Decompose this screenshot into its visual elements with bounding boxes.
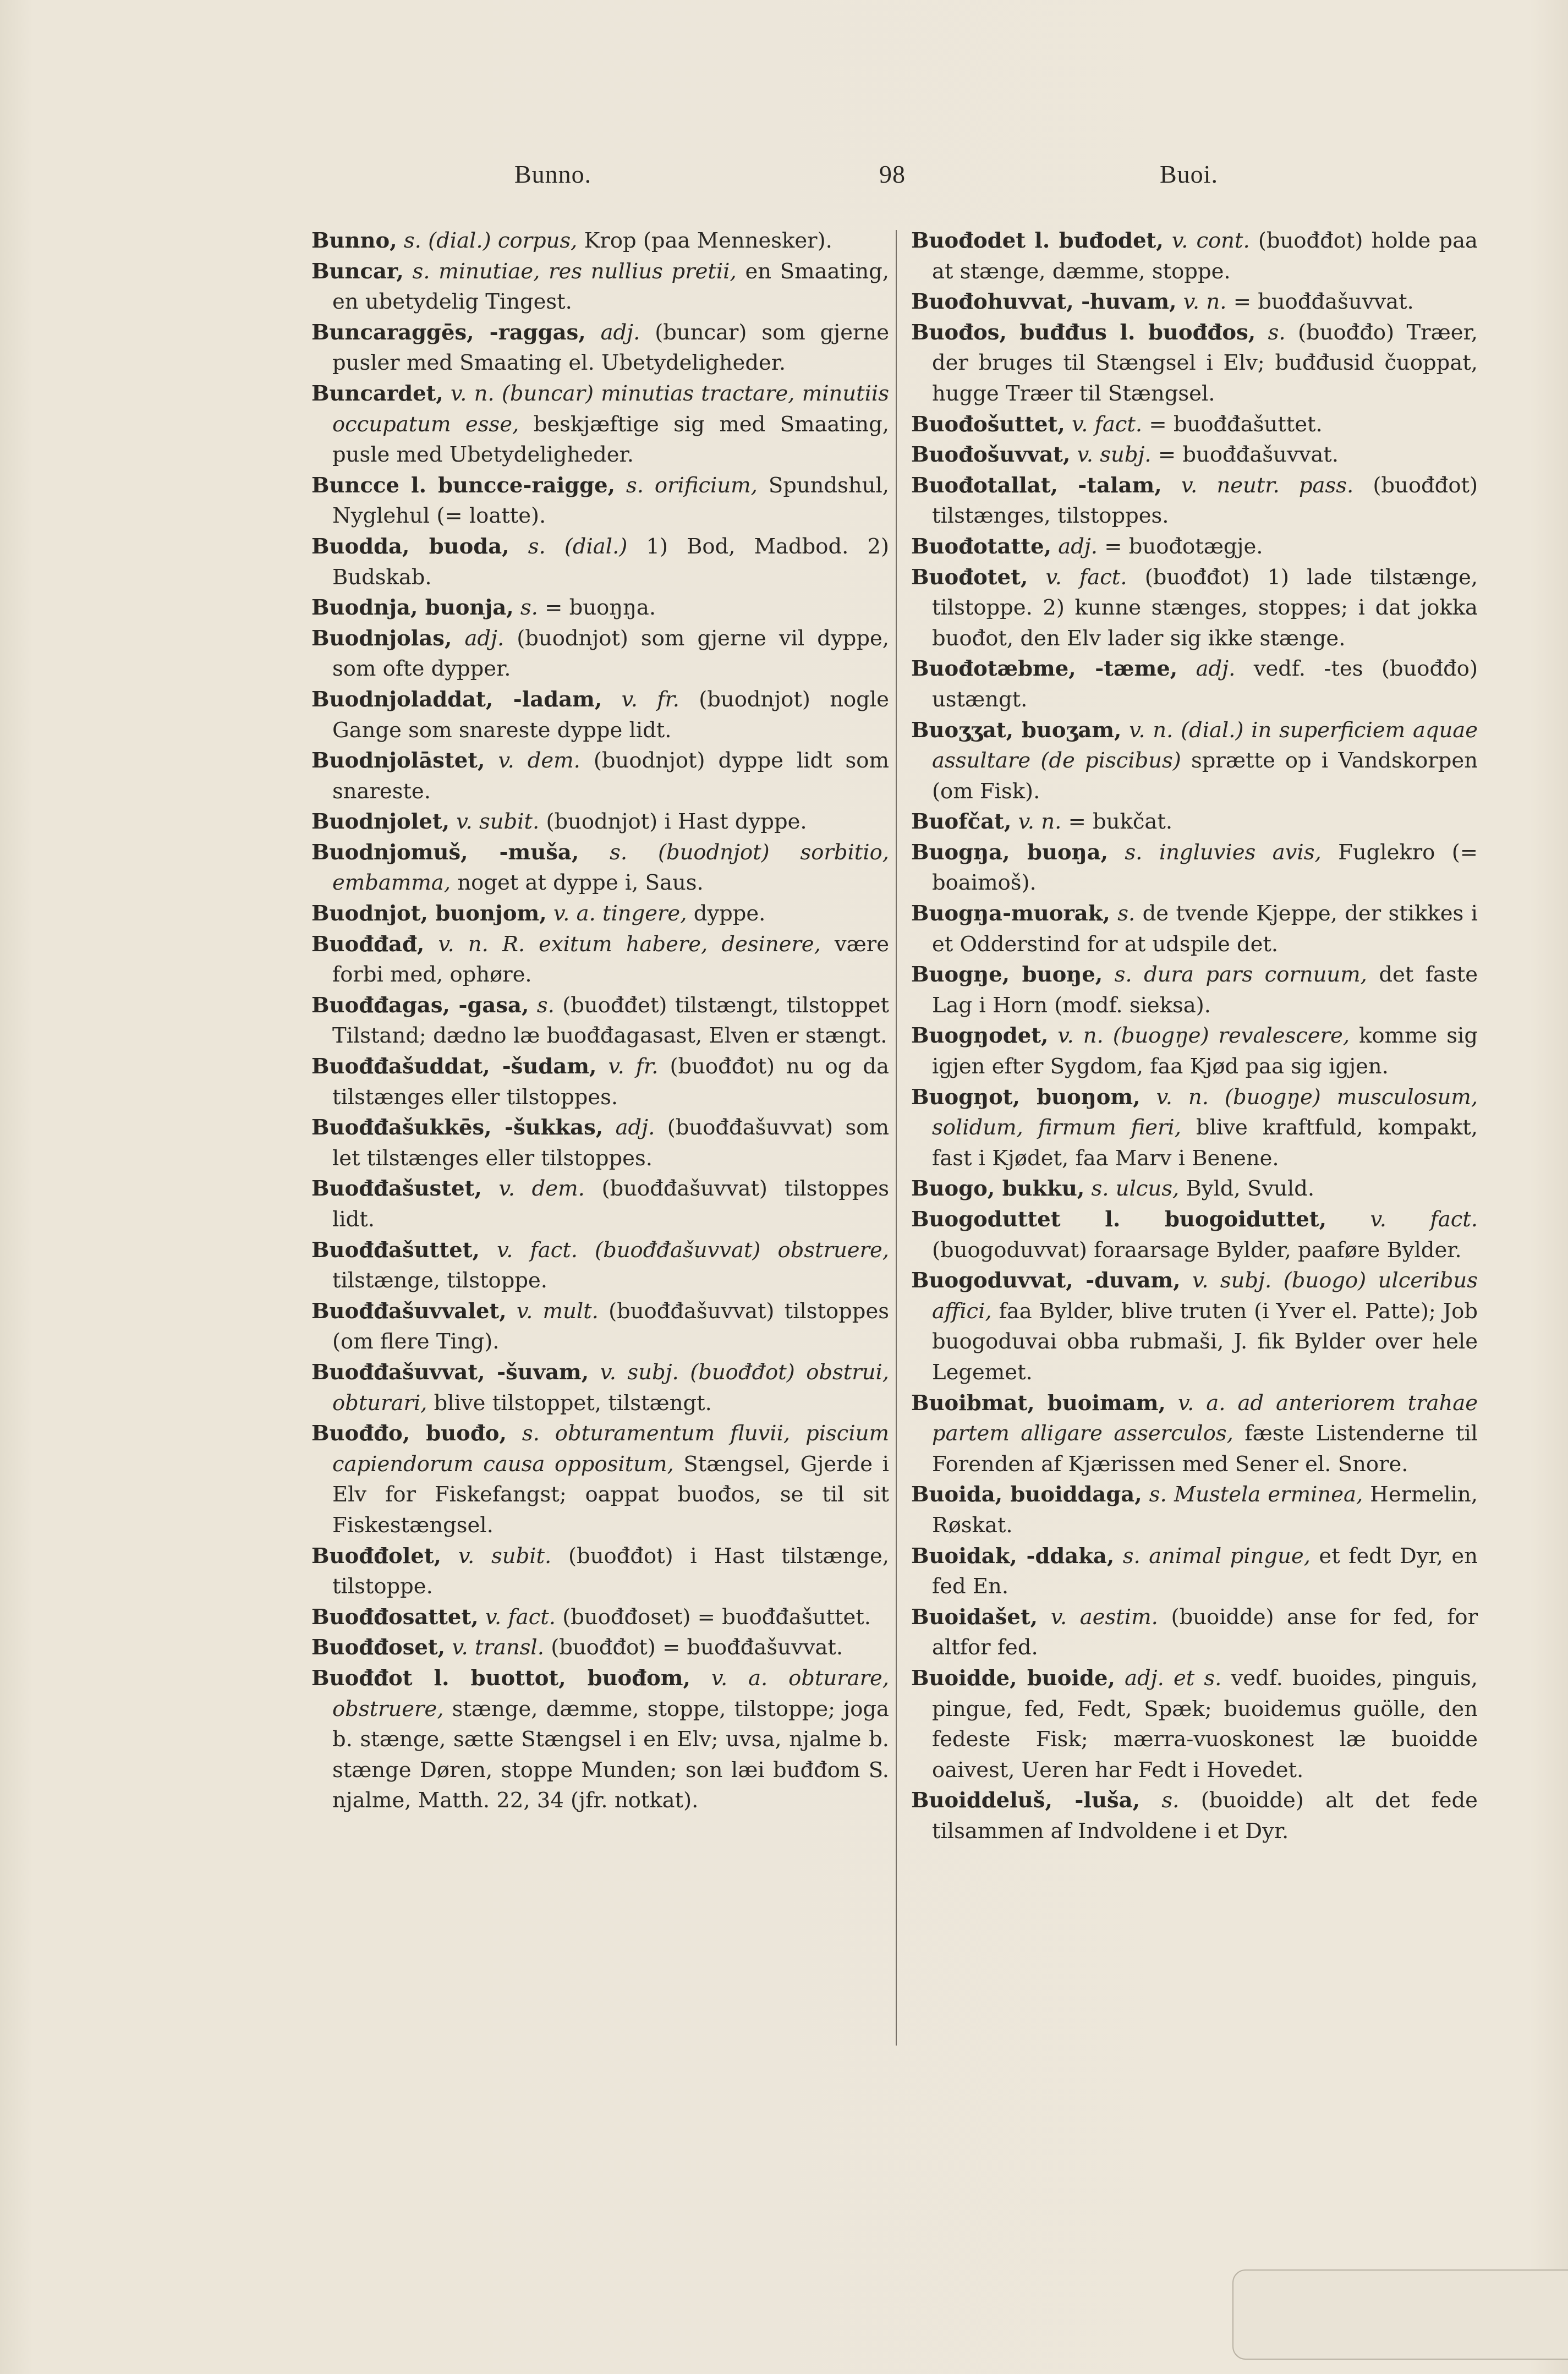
definition-text: = bukčat. [1068, 809, 1173, 835]
definition-text: (buoidde) alt det fede tilsammen af Indvoldene i et Dyr. [932, 1788, 1478, 1844]
grammar-note: s. [1117, 901, 1136, 926]
headword: Buođđagas, -gasa, [311, 993, 529, 1018]
headword: Buodnjolāstet, [311, 748, 485, 774]
dictionary-entry [311, 1051, 889, 1112]
grammar-note: adj. [1058, 534, 1098, 559]
dictionary-entry [911, 1021, 1478, 1082]
headword: Buogŋe, buoŋe, [911, 962, 1103, 988]
dictionary-entry [911, 1663, 1478, 1785]
headword: Buodnjoladdat, -ladam, [311, 687, 602, 712]
definition-text: (buođđot) tilstænges, tilstoppes. [932, 473, 1478, 529]
column-divider [896, 230, 897, 2046]
grammar-note: v. neutr. pass. [1181, 473, 1354, 498]
headword: Buođđo, buođo, [311, 1421, 507, 1446]
grammar-note: adj. [1196, 656, 1236, 682]
grammar-note: v. subj. (buogo) ulceribus affici, [932, 1268, 1478, 1324]
headword: Buođotet, [911, 564, 1028, 590]
page-corner-tab [1232, 2269, 1568, 2360]
dictionary-entry [311, 1602, 889, 1633]
headword: Buođos, buđđus l. buođđos, [911, 320, 1256, 345]
headword: Buncce l. buncce-raigge, [311, 473, 615, 498]
grammar-note: s. (dial.) corpus, [403, 228, 578, 253]
headword: Buoiddeluš, -luša, [911, 1788, 1141, 1813]
grammar-note: v. n. (buncar) minutias tractare, minutiis occupatum esse, [332, 381, 889, 437]
headword: Buođđašuvvat, -šuvam, [311, 1359, 589, 1385]
grammar-note: s. [1161, 1788, 1180, 1813]
headword: Buođđašuddat, -šudam, [311, 1054, 597, 1079]
grammar-note: v. n. (buogŋe) revalescere, [1057, 1023, 1350, 1049]
headword: Buoidašet, [911, 1604, 1038, 1630]
grammar-note: v. n. R. exitum habere, desinere, [438, 931, 821, 957]
grammar-note: s. [1268, 320, 1286, 345]
definition-text: (buođđot) nu og da tilstænges eller tilstoppes. [332, 1054, 889, 1110]
page-number: 98 [879, 160, 906, 188]
definition-text: vedf. buoides, pinguis, pingue, fed, Fedt, Spæk; buoidemus guölle, den fedeste Fisk; mærra-vuoskonest læ buoidde oaivest, Ueren har Fedt i Hovedet. [932, 1665, 1478, 1783]
definition-text: blive kraftfuld, kompakt, fast i Kjødet, faa Marv i Benene. [932, 1115, 1478, 1171]
headword: Buodda, buoda, [311, 534, 509, 559]
headword: Buodnja, buonja, [311, 595, 514, 621]
right-column [911, 226, 1478, 1846]
definition-text: (buođđašuvvat) tilstoppes lidt. [332, 1176, 889, 1232]
grammar-note: v. subj. (buođđot) obstrui, obturari, [332, 1359, 889, 1416]
dictionary-entry [311, 256, 889, 317]
headword: Buođotatte, [911, 534, 1052, 559]
headword: Buncardet, [311, 381, 443, 406]
definition-text: = buođotægje. [1104, 534, 1263, 559]
definition-text: (buođđoset) = buođđašuttet. [562, 1604, 871, 1630]
headword: Buncar, [311, 259, 404, 284]
grammar-note: v. fr. [621, 687, 679, 712]
definition-text: Stængsel, Gjerde i Elv for Fiskefangst; oappat buođos, se til sit Fiskestængsel. [332, 1451, 889, 1538]
headword: Buođđađ, [311, 931, 425, 957]
dictionary-entry [311, 470, 889, 531]
headword: Buođđašuttet, [311, 1237, 480, 1263]
grammar-note: s. minutiae, res nullius pretii, [412, 259, 737, 284]
headword: Buođotæbme, -tæme, [911, 656, 1178, 682]
dictionary-entry [911, 837, 1478, 898]
dictionary-entry [311, 1112, 889, 1174]
definition-text: 1) Bod, Madbod. 2) Budskab. [332, 534, 889, 590]
dictionary-entry [311, 684, 889, 745]
headword: Bunno, [311, 228, 397, 253]
headword: Buođošuttet, [911, 412, 1065, 437]
definition-text: noget at dyppe i, Saus. [457, 870, 704, 896]
grammar-note: v. fact. (buođđašuvvat) obstruere, [497, 1237, 889, 1263]
dictionary-entry [911, 317, 1478, 409]
dictionary-entry [911, 531, 1478, 562]
dictionary-entry [911, 562, 1478, 654]
headword: Buodnjot, buonjom, [311, 901, 547, 926]
definition-text: (buođđot) = buođđašuvvat. [551, 1635, 843, 1660]
dictionary-entry [311, 1174, 889, 1235]
headword: Buođđosattet, [311, 1604, 479, 1630]
headword: Buodnjolas, [311, 626, 452, 651]
headword: Buodnjomuš, -muša, [311, 840, 579, 865]
dictionary-entry [911, 1602, 1478, 1663]
definition-text: (buncar) som gjerne pusler med Smaating el. Ubetydeligheder. [332, 320, 889, 376]
grammar-note: s. ingluvies avis, [1125, 840, 1322, 865]
definition-text: (buođđot) holde paa at stænge, dæmme, stoppe. [932, 228, 1478, 284]
grammar-note: adj. [464, 626, 505, 651]
definition-text: = buoŋŋa. [545, 595, 656, 621]
grammar-note: s. (buodnjot) sorbitio, embamma, [332, 840, 889, 896]
grammar-note: s. [536, 993, 555, 1018]
headword: Buoʒʒat, buoʒam, [911, 717, 1122, 743]
definition-text: beskjæftige sig med Smaating, pusle med Ubetydeligheder. [332, 412, 889, 468]
grammar-note: s. Mustela erminea, [1149, 1482, 1363, 1507]
headword: Buodnjolet, [311, 809, 450, 835]
headword: Buncaraggēs, -raggas, [311, 320, 586, 345]
headword: Buoida, buoiddaga, [911, 1482, 1142, 1507]
grammar-note: adj. [615, 1115, 655, 1141]
definition-text: (buođđet) tilstængt, tilstoppet Tilstand; dædno læ buođđagasast, Elven er stængt. [332, 993, 889, 1049]
definition-text: Byld, Svuld. [1186, 1176, 1315, 1202]
definition-text: (buođđo) Træer, der bruges til Stængsel i Elv; buđđusid čuoppat, hugge Træer til Stængsel. [932, 320, 1478, 406]
dictionary-entry [911, 1388, 1478, 1480]
dictionary-entry [911, 440, 1478, 470]
dictionary-entry [311, 1541, 889, 1602]
dictionary-entry [311, 990, 889, 1051]
definition-text: = buođđašuvvat. [1233, 289, 1414, 315]
definition-text: sprætte op i Vandskorpen (om Fisk). [932, 748, 1478, 804]
grammar-note: v. a. obturare, obstruere, [332, 1665, 889, 1721]
definition-text: Krop (paa Mennesker). [584, 228, 832, 253]
headword: Buođđašukkēs, -šukkas, [311, 1115, 604, 1141]
definition-text: tilstænge, tilstoppe. [332, 1268, 548, 1293]
definition-text: blive tilstoppet, tilstængt. [434, 1390, 712, 1416]
dictionary-entry [311, 1418, 889, 1540]
headword: Buogŋot, buoŋom, [911, 1084, 1141, 1110]
dictionary-entry [911, 807, 1478, 837]
dictionary-entry [911, 409, 1478, 440]
dictionary-entry [911, 1204, 1478, 1265]
definition-text: stænge, dæmme, stoppe, tilstoppe; joga b. stænge, sætte Stængsel i en Elv; uvsa, njalme b. stænge Døren, stoppe Munden; son læi buđđom S. njalme, Matth. 22, 34 (jfr. notkat). [332, 1696, 889, 1813]
dictionary-entry [311, 1235, 889, 1296]
dictionary-entry [311, 317, 889, 379]
headword: Buogŋa-muorak, [911, 901, 1110, 926]
definition-text: (buogoduvvat) foraarsage Bylder, paaføre Bylder. [932, 1237, 1462, 1263]
dictionary-entry [311, 1632, 889, 1663]
headword: Buođodet l. buđodet, [911, 228, 1164, 253]
dictionary-entry [311, 1663, 889, 1816]
headword: Buođđašuvvalet, [311, 1298, 507, 1324]
dictionary-entry [311, 379, 889, 470]
headword: Buogoduvvat, -duvam, [911, 1268, 1181, 1293]
grammar-note: v. mult. [516, 1298, 599, 1324]
dictionary-entry [311, 1357, 889, 1418]
grammar-note: v. n. (buogŋe) musculosum, solidum, firmum fieri, [932, 1084, 1478, 1141]
dictionary-entry [311, 929, 889, 990]
dictionary-entry [911, 898, 1478, 960]
dictionary-entry [911, 960, 1478, 1021]
dictionary-entry [911, 1265, 1478, 1388]
headword: Buođohuvvat, -huvam, [911, 289, 1177, 315]
grammar-note: v. fr. [608, 1054, 659, 1079]
dictionary-entry [311, 898, 889, 929]
definition-text: komme sig igjen efter Sygdom, faa Kjød paa sig igjen. [932, 1023, 1478, 1079]
definition-text: dyppe. [693, 901, 766, 926]
grammar-note: v. fact. [1370, 1207, 1478, 1232]
definition-text: det faste Lag i Horn (modf. sieksa). [932, 962, 1478, 1018]
left-column [311, 226, 889, 1816]
dictionary-entry [911, 470, 1478, 531]
dictionary-entry [311, 593, 889, 623]
grammar-note: s. ulcus, [1091, 1176, 1180, 1202]
dictionary-entry [911, 226, 1478, 287]
dictionary-entry [911, 287, 1478, 317]
definition-text: (buodnjot) dyppe lidt som snareste. [332, 748, 889, 804]
definition-text: (buođđašuvvat) tilstoppes (om flere Ting). [332, 1298, 889, 1355]
dictionary-entry [911, 654, 1478, 715]
grammar-note: v. subj. [1077, 442, 1152, 468]
definition-text: (buođđašuvvat) som let tilstænges eller tilstoppes. [332, 1115, 889, 1171]
grammar-note: s. dura pars cornuum, [1114, 962, 1367, 988]
page-header [0, 160, 1568, 204]
grammar-note: v. dem. [498, 748, 580, 774]
definition-text: faa Bylder, blive truten (i Yver el. Patte); Job buogoduvai obba rubmaši, J. fik Bylder over hele Legemet. [932, 1298, 1478, 1385]
definition-text: de tvende Kjeppe, der stikkes i et Odderstind for at udspile det. [932, 901, 1478, 957]
definition-text: Spundshul, Nyglehul (= loatte). [332, 473, 890, 529]
definition-text: et fedt Dyr, en fed En. [932, 1543, 1478, 1599]
definition-text: fæste Listenderne til Forenden af Kjærissen med Sener el. Snore. [932, 1421, 1478, 1477]
running-head-right: Buoi. [1160, 160, 1218, 188]
headword: Buofčat, [911, 809, 1012, 835]
dictionary-entry [911, 1785, 1478, 1846]
dictionary-entry [311, 531, 889, 593]
headword: Buogŋa, buoŋa, [911, 840, 1108, 865]
dictionary-entry [911, 1541, 1478, 1602]
dictionary-entry [311, 226, 889, 256]
grammar-note: adj. et s. [1125, 1665, 1222, 1691]
headword: Buođđolet, [311, 1543, 442, 1569]
grammar-note: s. obturamentum fluvii, piscium capiendorum causa oppositum, [332, 1421, 889, 1477]
headword: Buođđoset, [311, 1635, 446, 1660]
definition-text: vedf. -tes (buođđo) ustængt. [932, 656, 1478, 712]
running-head-left: Bunno. [514, 160, 592, 188]
grammar-note: v. fact. [485, 1604, 556, 1630]
grammar-note: v. n. (dial.) in superficiem aquae assultare (de piscibus) [932, 717, 1478, 774]
grammar-note: s. orificium, [626, 473, 758, 498]
headword: Buogŋodet, [911, 1023, 1049, 1049]
definition-text: være forbi med, ophøre. [332, 931, 889, 988]
grammar-note: v. subit. [456, 809, 540, 835]
grammar-note: v. cont. [1171, 228, 1250, 253]
headword: Buođošuvvat, [911, 442, 1071, 468]
dictionary-entry [911, 715, 1478, 807]
grammar-note: adj. [600, 320, 640, 345]
headword: Buogoduttet l. buogoiduttet, [911, 1207, 1326, 1232]
grammar-note: s. animal pingue, [1122, 1543, 1311, 1569]
definition-text: Fuglekro (= boaimoš). [932, 840, 1478, 896]
headword: Buođđot l. buottot, buođom, [311, 1665, 690, 1691]
definition-text: = buođđašuvvat. [1158, 442, 1339, 468]
definition-text: (buodnjot) som gjerne vil dyppe, som ofte dypper. [332, 626, 889, 682]
dictionary-entry [311, 807, 889, 837]
grammar-note: v. subit. [458, 1543, 552, 1569]
dictionary-entry [311, 837, 889, 898]
grammar-note: v. a. ad anteriorem trahae partem alligare asserculos, [932, 1390, 1478, 1446]
headword: Buođotallat, -talam, [911, 473, 1162, 498]
definition-text: (buođđot) i Hast tilstænge, tilstoppe. [332, 1543, 889, 1599]
dictionary-entry [911, 1082, 1478, 1174]
headword: Buoidak, -ddaka, [911, 1543, 1115, 1569]
definition-text: (buoidde) anse for fed, for altfor fed. [932, 1604, 1478, 1660]
dictionary-entry [311, 745, 889, 807]
headword: Buoidde, buoide, [911, 1665, 1115, 1691]
grammar-note: v. transl. [452, 1635, 544, 1660]
definition-text: = buođđašuttet. [1149, 412, 1323, 437]
headword: Buoibmat, buoimam, [911, 1390, 1166, 1416]
grammar-note: v. fact. [1045, 564, 1127, 590]
grammar-note: s. (dial.) [528, 534, 628, 559]
definition-text: (buodnjot) i Hast dyppe. [546, 809, 807, 835]
dictionary-entry [311, 1296, 889, 1357]
dictionary-entry [911, 1174, 1478, 1204]
definition-text: (buodnjot) nogle Gange som snareste dyppe lidt. [332, 687, 889, 743]
definition-text: en Smaating, en ubetydelig Tingest. [332, 259, 889, 315]
grammar-note: v. dem. [498, 1176, 585, 1202]
definition-text: (buođđot) 1) lade tilstænge, tilstoppe. 2) kunne stænges, stoppes; i dat jokka buođot, den Elv lader sig ikke stænge. [932, 564, 1478, 651]
grammar-note: v. fact. [1071, 412, 1143, 437]
headword: Buogo, bukku, [911, 1176, 1085, 1202]
grammar-note: v. n. [1183, 289, 1227, 315]
dictionary-entry [311, 623, 889, 684]
dictionary-entry [911, 1479, 1478, 1540]
definition-text: Hermelin, Røskat. [932, 1482, 1478, 1538]
grammar-note: v. aestim. [1050, 1604, 1158, 1630]
grammar-note: s. [520, 595, 538, 621]
headword: Buođđašustet, [311, 1176, 482, 1202]
grammar-note: v. a. tingere, [553, 901, 687, 926]
grammar-note: v. n. [1018, 809, 1062, 835]
